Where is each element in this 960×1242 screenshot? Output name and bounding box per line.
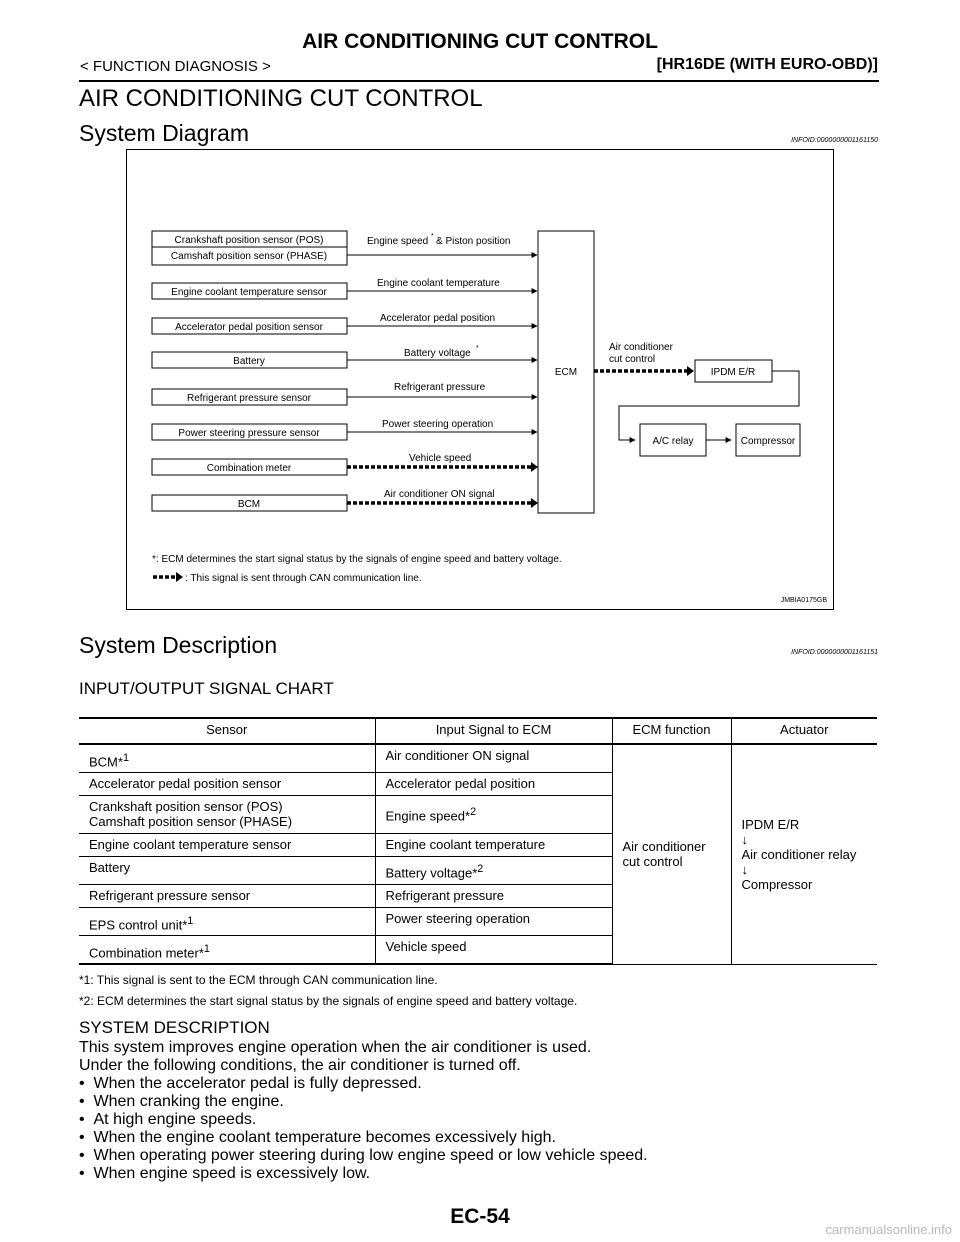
figure-id: JMBIA0175GB: [780, 597, 827, 604]
sensor-label-refrigerant: Refrigerant pressure sensor: [187, 393, 311, 404]
signal-cell: Air conditioner ON signal: [375, 744, 612, 773]
signal-cell: Refrigerant pressure: [375, 884, 612, 907]
list-item: • When cranking the engine.: [79, 1093, 879, 1111]
signal-star-battery: *: [476, 345, 479, 352]
diagram-footnote-can: : This signal is sent through CAN communication line.: [185, 573, 422, 584]
sensor-cell: Refrigerant pressure sensor: [79, 884, 375, 907]
watermark: carmanualsonline.info: [825, 1222, 952, 1237]
system-description-heading: SYSTEM DESCRIPTION: [79, 1018, 270, 1037]
sensor-cell: Engine coolant temperature sensor: [79, 834, 375, 857]
list-item: • When operating power steering during low engine speed or low vehicle speed.: [79, 1147, 879, 1165]
header-divider: [79, 80, 879, 82]
column-header: Actuator: [731, 718, 877, 744]
model-label: [HR16DE (WITH EURO-OBD)]: [656, 56, 878, 73]
sensor-label-coolant: Engine coolant temperature sensor: [171, 287, 327, 298]
output-label-line1: Air conditioner: [609, 342, 673, 353]
signal-label-battery: Battery voltage: [404, 348, 471, 359]
system-diagram: [126, 149, 834, 610]
sensor-label-battery: Battery: [233, 356, 265, 367]
sensor-cell: Accelerator pedal position sensor: [79, 773, 375, 796]
io-chart-heading: INPUT/OUTPUT SIGNAL CHART: [79, 679, 334, 698]
description-paragraph: This system improves engine operation when the air conditioner is used.: [79, 1039, 592, 1056]
ac-relay-label: A/C relay: [652, 436, 694, 447]
header-title: AIR CONDITIONING CUT CONTROL: [302, 30, 658, 53]
page-title: AIR CONDITIONING CUT CONTROL: [79, 85, 483, 112]
signal-cell: Battery voltage*$^2$: [375, 857, 612, 884]
signal-star-engine-speed: *: [431, 233, 434, 240]
signal-label-piston: & Piston position: [436, 236, 511, 247]
actuator-cell: IPDM E/R ↓ Air conditioner relay ↓ Compressor: [731, 744, 877, 964]
signal-label-refrigerant: Refrigerant pressure: [394, 382, 486, 393]
column-header: Input Signal to ECM: [375, 718, 612, 744]
signal-label-engine-speed: Engine speed: [367, 236, 429, 247]
output-label-line2: cut control: [609, 354, 656, 365]
signal-label-ac-on: Air conditioner ON signal: [384, 489, 495, 500]
table-note-2: *2: ECM determines the start signal status by the signals of engine speed and battery voltage.: [79, 994, 578, 1008]
system-description-title: System Description: [79, 632, 278, 658]
signal-cell: Power steering operation: [375, 907, 612, 935]
diagram-footnote-star: *: ECM determines the start signal status by the signals of engine speed and battery voltage.: [152, 554, 562, 565]
system-diagram-infoid: INFOID:0000000001161150: [791, 137, 878, 144]
io-signal-table: [79, 717, 877, 965]
list-item: • When engine speed is excessively low.: [79, 1165, 879, 1183]
page-number: EC-54: [450, 1205, 510, 1228]
sensor-cell: Crankshaft position sensor (POS) Camshaft position sensor (PHASE): [79, 796, 375, 834]
ecm-function-cell: Air conditioner cut control: [612, 744, 731, 964]
signal-label-accel: Accelerator pedal position: [380, 313, 496, 324]
description-paragraph: Under the following conditions, the air conditioner is turned off.: [79, 1057, 521, 1074]
list-item: • When the engine coolant temperature becomes excessively high.: [79, 1129, 879, 1147]
signal-cell: Vehicle speed: [375, 935, 612, 964]
sensor-label-power-steering: Power steering pressure sensor: [178, 428, 320, 439]
sensor-label-cam: Camshaft position sensor (PHASE): [170, 251, 328, 262]
column-header: Sensor: [79, 718, 375, 744]
signal-label-vehicle-speed: Vehicle speed: [409, 453, 472, 464]
conditions-list: [79, 1075, 879, 1183]
ecm-label: ECM: [554, 367, 578, 378]
system-description-infoid: INFOID:0000000001161151: [791, 649, 878, 656]
breadcrumb: < FUNCTION DIAGNOSIS >: [80, 58, 271, 75]
signal-cell: Engine speed*$^2$: [375, 796, 612, 834]
system-description-body: [79, 1039, 879, 1183]
sensor-cell: Combination meter*$^1$: [79, 935, 375, 964]
system-diagram-title: System Diagram: [79, 120, 249, 146]
sensor-label-crank: Crankshaft position sensor (POS): [174, 235, 324, 246]
ipdm-label: IPDM E/R: [710, 367, 756, 378]
signal-label-power-steering: Power steering operation: [382, 419, 494, 430]
column-header: ECM function: [612, 718, 731, 744]
sensor-label-accel: Accelerator pedal position sensor: [175, 322, 323, 333]
signal-cell: Engine coolant temperature: [375, 834, 612, 857]
table-row: [79, 744, 877, 773]
table-note-1: *1: This signal is sent to the ECM through CAN communication line.: [79, 973, 438, 987]
sensor-cell: BCM*$^1$: [79, 744, 375, 773]
table-header-row: [79, 718, 877, 744]
signal-cell: Accelerator pedal position: [375, 773, 612, 796]
sensor-cell: EPS control unit*$^1$: [79, 907, 375, 935]
list-item: • At high engine speeds.: [79, 1111, 879, 1129]
sensor-label-combination-meter: Combination meter: [206, 463, 292, 474]
list-item: • When the accelerator pedal is fully depressed.: [79, 1075, 879, 1093]
sensor-cell: Battery: [79, 857, 375, 884]
system-diagram-svg: [127, 150, 833, 609]
compressor-label: Compressor: [740, 436, 796, 447]
sensor-label-bcm: BCM: [237, 499, 261, 510]
signal-label-coolant: Engine coolant temperature: [377, 278, 500, 289]
